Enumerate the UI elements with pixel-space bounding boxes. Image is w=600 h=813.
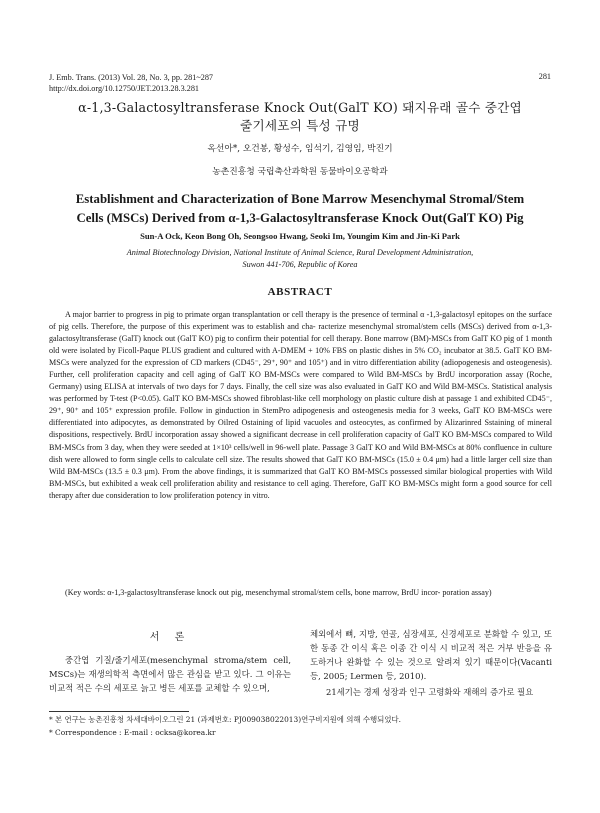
abstract-paragraph: A major barrier to progress in pig to primate organ transplantation or cell therapy is the presence of terminal α -1,3-galactosyl epitopes on the surface of pig cells. Therefore, the purpose of this experiment was to establish and cha- racterize mesenchymal stromal/stem cells (MSCs) derived from α-1,3-galactosyltransferase (GalT) knock out (GalT KO) pig to confirm their potential for cell therapy. Bone marrow (BM)-MSCs from GalT KO pig of 1 month old were isolated by Ficoll-Paque PLUS gradient and cultured with A-DMEM + 10% FBS on plastic dishes in 5% CO₂ incubator at 38.5. GalT KO BM-MSCs were analyzed for the expression of CD markers (CD45⁻, 29⁺, 90⁺ and 105⁺) and in vitro differentiation ability (adiopogenesis and osteogenesis). Further, cell proliferation capacity and cell aging of GalT KO BM-MSCs were compared to Wild BM-MSCs by BrdU incorporation assay (Roche, Germany) using ELISA at intervals of two days for 7 days. Finally, the cell size was also evaluated in GalT KO and Wild BM-MSCs. Statistical analysis was performed by T-test (P<0.05). GalT KO BM-MSCs showed fibroblast-like cell morphology on plastic culture dish at passage 1 and exhibited CD45⁻, 29⁺, 90⁺ and 105⁺ expression profile. Follow in ginduction in StemPro adipogenesis and osteogenesis media for 3 weeks, GalT KO BM-MSCs were differentiated into adipocytes, as demonstrated by Oilred Ostaining of lipid vacuoles and osteocytes, as confirmed by Alizarinred Sstaining of mineral dispositions, respectively. BrdU incorporation assay showed a significant decrease in cell proliferation capacity of GalT KO BM-MSCs compared to Wild BM-MSCs from 3 day, when they were seeded at 1×10³ cells/well in 96-well plate. Passage 3 GalT KO and Wild BM-MSCs at 80% confluence in culture dish were allowed to form single cells to calculate cell size. The results showed that GalT KO BM-MSCs (15.0 ± 0.4 μm) had a little larger cell size than Wild BM-MSCs (13.5 ± 0.3 μm). From the above findings, it is summarized that GalT KO BM-MSCs possessed similar biological properties with Wild BM-MSCs, but exhibited a weak cell proliferation ability and resistance to cell aging. Therefore, GalT KO BM-MSCs might form a good source for cell therapy after due consideration to low proliferation potency in vitro. <box>49 310 552 500</box>
intro-paragraph-right-1: 체외에서 뼈, 지방, 연골, 심장세포, 신경세포로 분화할 수 있고, 또한 동종 간 이식 혹은 이종 간 이식 시 비교적 적은 거부 반응을 유도하거나 완화할 수 있는 것으로 알려져 있기 때문이다(Vacanti 등, 2005; Lermen 등, 2010). <box>310 629 552 681</box>
intro-paragraph-right-2: 21세기는 경제 성장과 인구 고령화와 재해의 증가로 필요 <box>326 687 534 697</box>
english-authors: Sun-A Ock, Keon Bong Oh, Seongsoo Hwang, Seoki Im, Youngim Kim and Jin-Ki Park <box>140 231 460 241</box>
abstract-heading: ABSTRACT <box>267 286 333 298</box>
keywords: (Key words: α-1,3-galactosyltransferase knock out pig, mesenchymal stromal/stem cells, bone marrow, BrdU incor- poration assay) <box>65 588 492 597</box>
left-column <box>49 631 291 695</box>
running-header <box>49 72 213 94</box>
english-title-line-1: Establishment and Characterization of Bone Marrow Mesenchymal Stromal/Stem <box>75 192 525 206</box>
korean-title-line-2: 줄기세포의 특성 규명 <box>240 118 360 133</box>
introduction-heading: 서 론 <box>149 632 191 643</box>
right-column <box>310 627 552 699</box>
abstract-body <box>49 309 552 502</box>
funding-footnote: * 본 연구는 농촌진흥청 차세대바이오그린 21 (과제번호: PJ009038022013)연구비지원에 의해 수행되었다. <box>49 715 401 724</box>
english-affiliation-line-1: Animal Biotechnology Division, National Institute of Animal Science, Rural Development Administration, <box>126 248 474 257</box>
korean-affiliation: 농촌진흥청 국립축산과학원 동물바이오공학과 <box>212 167 388 177</box>
footnote-divider <box>49 711 189 712</box>
english-title-line-2: Cells (MSCs) Derived from α-1,3-Galactosyltransferase Knock Out(GalT KO) Pig <box>76 211 524 225</box>
english-affiliation-line-2: Suwon 441-706, Republic of Korea <box>242 259 358 269</box>
english-title <box>40 190 560 228</box>
doi-link[interactable]: http://dx.doi.org/10.12750/JET.2013.28.3.281 <box>49 84 200 93</box>
korean-title <box>40 99 560 135</box>
english-affiliation <box>40 247 560 270</box>
journal-citation: J. Emb. Trans. (2013) Vol. 28, No. 3, pp. 281~287 <box>49 73 214 82</box>
korean-title-line-1: α-1,3-Galactosyltransferase Knock Out(GalT KO) 돼지유래 골수 중간엽 <box>78 100 522 115</box>
page-number: 281 <box>538 72 551 81</box>
correspondence-footnote: * Correspondence : E-mail : ocksa@korea.kr <box>49 728 216 737</box>
korean-authors: 옥선아*, 오건봉, 황성수, 임석기, 김영임, 박진기 <box>207 144 393 154</box>
intro-paragraph-left: 중간엽 기질/줄기세포(mesenchymal stroma/stem cell, MSCs)는 재생의학적 측면에서 많은 관심을 받고 있다. 그 이유는 비교적 적은 수의 세포로 늙고 병든 세포를 교체할 수 있으며, <box>49 655 291 693</box>
